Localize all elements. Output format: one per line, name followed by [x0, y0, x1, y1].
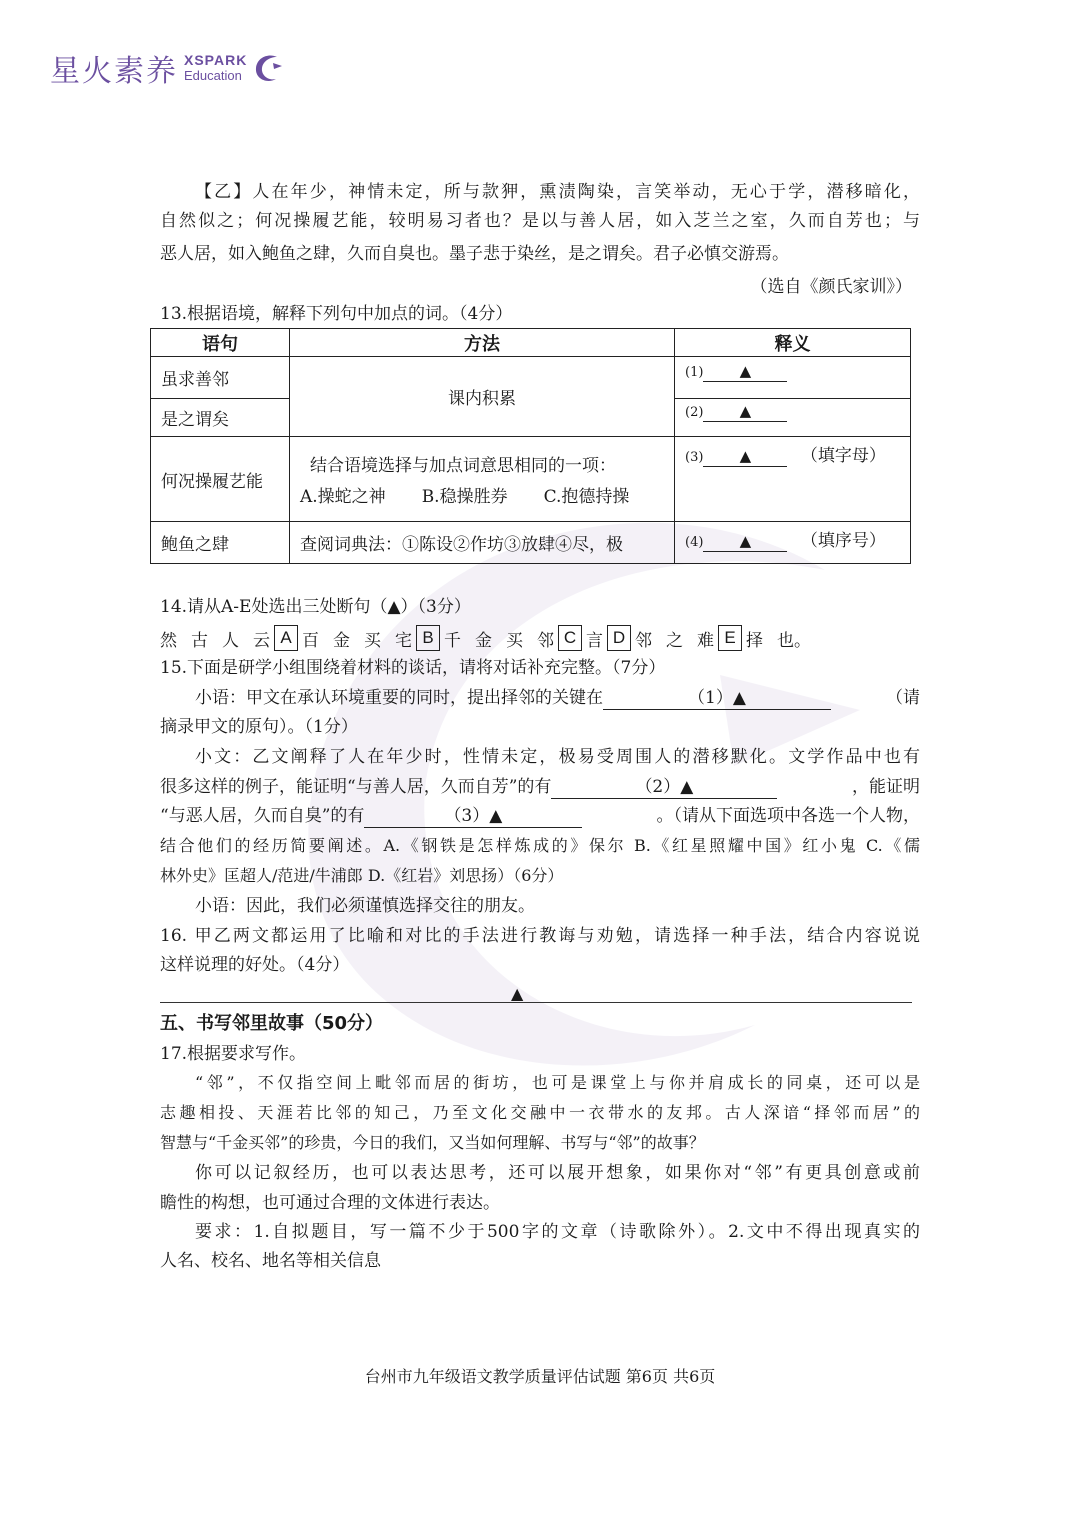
- section-title: 五、书写邻里故事（50分）: [160, 1013, 384, 1034]
- break-box-d[interactable]: D: [607, 625, 631, 651]
- table-cell-sentence: 何况操履艺能: [151, 437, 290, 522]
- q17-paragraph-line: 你可以记叙经历，也可以表达思考，还可以展开想象，如果你对“邻”有更具创意或前: [195, 1163, 920, 1183]
- table-cell-method: 课内积累: [290, 357, 675, 437]
- q15-dialog-line: 结合他们的经历简要阐述。A.《钢铁是怎样炼成的》保尔 B.《红星照耀中国》红小鬼 C.《儒: [160, 836, 920, 855]
- break-box-e[interactable]: E: [718, 625, 742, 651]
- q15-dialog-line: 很多这样的例子，能证明“与善人居，久而自芳”的有 （2）▲ ，能证明: [160, 777, 920, 797]
- q15-dialog-line: 小语：甲文在承认环境重要的同时，提出择邻的关键在 （1）▲ （请: [195, 688, 920, 708]
- table-cell-sentence: 鲍鱼之肆: [151, 522, 290, 564]
- answer-blank-3[interactable]: （3）▲: [364, 805, 582, 828]
- passage-line: 恶人居，如入鲍鱼之肆，久而自臭也。墨子悲于染丝，是之谓矣。君子必慎交游焉。: [160, 244, 789, 264]
- answer-blank[interactable]: ▲: [703, 531, 787, 552]
- break-box-b[interactable]: B: [416, 625, 440, 651]
- table-cell-answer: (3) ▲ （填字母）: [675, 437, 911, 522]
- answer-blank[interactable]: ▲: [703, 401, 787, 422]
- answer-triangle: ▲: [511, 984, 524, 1003]
- q17-paragraph-line: 智慧与“千金买邻”的珍贵，今日的我们，又当如何理解、书写与“邻”的故事？: [160, 1133, 705, 1152]
- passage-line: 【乙】人在年少，神情未定，所与款狎，熏渍陶染，言笑举动，无心于学，潜移暗化，: [195, 182, 920, 202]
- q13-table: [150, 328, 911, 564]
- q17-paragraph-line: 志趣相投、天涯若比邻的知己，乃至文化交融中一衣带水的友邦。古人深谙“择邻而居”的: [160, 1103, 920, 1122]
- q15-dialog-line: 小文：乙文阐释了人在年少时，性情未定，极易受周围人的潜移默化。文学作品中也有: [195, 747, 920, 767]
- q16-stem: 这样说理的好处。（4分）: [160, 955, 350, 975]
- option-c: C.抱德持操: [543, 487, 630, 507]
- brand-subtitle: Education: [184, 68, 242, 83]
- q15-dialog-line: 摘录甲文的原句）。（1分）: [160, 717, 358, 737]
- table-cell-sentence: 虽求善邻: [151, 357, 290, 399]
- table-cell-method: 结合语境选择与加点词意思相同的一项： A.操蛇之神 B.稳操胜券 C.抱德持操: [290, 437, 675, 522]
- brand-logo: [50, 48, 285, 88]
- answer-blank-2[interactable]: （2）▲: [551, 776, 777, 799]
- q17-paragraph-line: 瞻性的构想，也可通过合理的文体进行表达。: [160, 1193, 500, 1213]
- answer-blank[interactable]: ▲: [703, 361, 787, 382]
- q15-stem: 15.下面是研学小组围绕着材料的谈话，请将对话补充完整。（7分）: [160, 658, 666, 678]
- table-cell-answer: (1) ▲: [675, 357, 911, 399]
- q14-stem: 14.请从A-E处选出三处断句（▲）（3分）: [160, 597, 471, 617]
- table-cell-answer: (4) ▲ （填序号）: [675, 522, 911, 564]
- option-a: A.操蛇之神: [300, 487, 386, 507]
- answer-line[interactable]: [160, 1002, 912, 1003]
- table-header: 释义: [675, 329, 911, 357]
- q17-paragraph-line: 人名、校名、地名等相关信息: [160, 1251, 381, 1271]
- page-footer: 台州市九年级语文教学质量评估试题 第6页 共6页: [364, 1367, 716, 1386]
- brand-name-cn: 星火素养: [50, 54, 178, 89]
- spark-logo-icon: [251, 51, 285, 85]
- table-header: 语句: [151, 329, 290, 357]
- option-b: B.稳操胜券: [421, 487, 508, 507]
- q16-stem: 16. 甲乙两文都运用了比喻和对比的手法进行教诲与劝勉，请选择一种手法，结合内容说说: [160, 926, 920, 946]
- table-cell-answer: (2) ▲: [675, 399, 911, 437]
- brand-name-en: XSPARK: [184, 52, 248, 68]
- q15-dialog-line: “与恶人居，久而自臭”的有 （3）▲ 。（请从下面选项中各选一个人物，: [160, 806, 920, 826]
- q17-stem: 17.根据要求写作。: [160, 1044, 307, 1064]
- table-cell-method: 查阅词典法：①陈设②作坊③放肆④尽，极: [290, 522, 675, 564]
- q17-paragraph-line: 要求：1.自拟题目，写一篇不少于500字的文章（诗歌除外）。2.文中不得出现真实的: [195, 1222, 920, 1242]
- answer-blank-1[interactable]: （1）▲: [603, 687, 831, 710]
- q14-sentence: 然 古 人 云 A 百 金 买 宅 B 千 金 买 邻 C 言 D 邻 之 难 E 择 也。: [160, 625, 825, 651]
- passage-line: 自然似之；何况操履艺能，较明易习者也？是以与善人居，如入芝兰之室，久而自芳也；与: [160, 211, 920, 231]
- table-cell-sentence: 是之谓矣: [151, 399, 290, 437]
- break-box-a[interactable]: A: [274, 625, 298, 651]
- table-header: 方法: [290, 329, 675, 357]
- answer-blank[interactable]: ▲: [703, 446, 787, 467]
- q13-stem: 13.根据语境，解释下列句中加点的词。（4分）: [160, 304, 513, 324]
- passage-source: （选自《颜氏家训》）: [750, 277, 912, 297]
- q15-dialog-line: 小语：因此，我们必须谨慎选择交往的朋友。: [195, 896, 535, 916]
- q17-paragraph-line: “邻”，不仅指空间上毗邻而居的街坊，也可是课堂上与你并肩成长的同桌，还可以是: [195, 1073, 920, 1092]
- q15-dialog-line: 林外史》匡超人/范进/牛浦郎 D.《红岩》刘思扬）（6分）: [160, 866, 564, 885]
- break-box-c[interactable]: C: [558, 625, 582, 651]
